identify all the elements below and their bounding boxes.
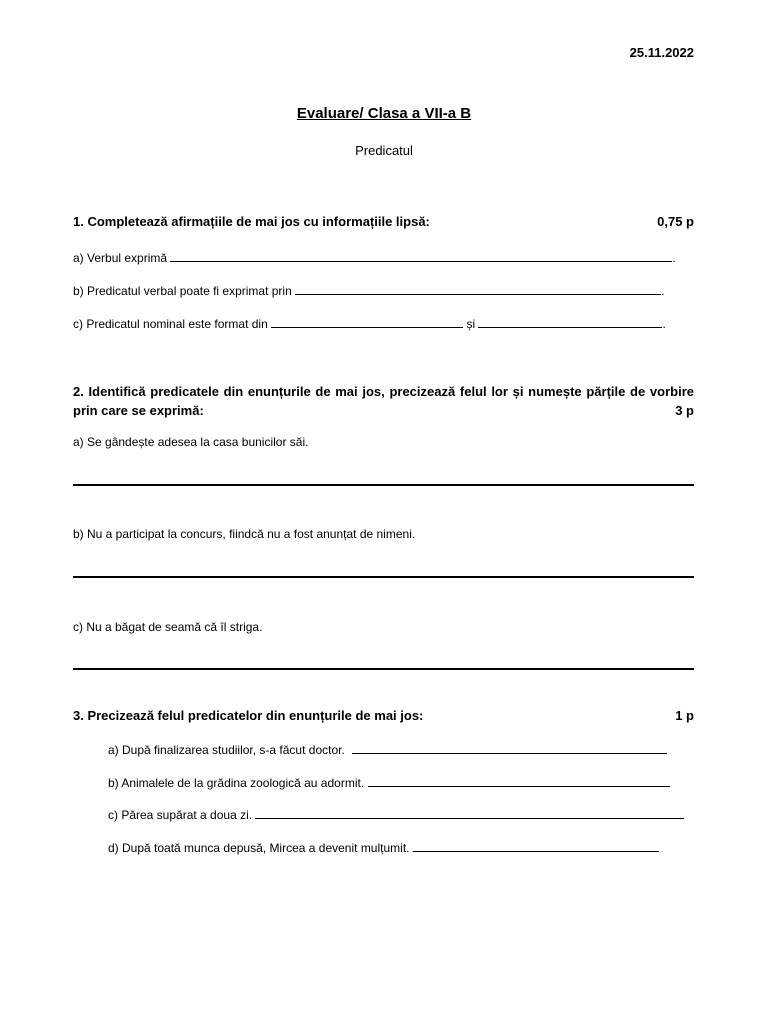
q1-item-c-blank-1[interactable] [271,315,463,328]
page-subtitle: Predicatul [355,143,413,158]
q2-prompt-block [73,382,694,420]
q1-item-a-end: . [672,251,676,265]
q3-item-d-text: d) După toată munca depusă, Mircea a devenit mulțumit. [108,841,410,855]
q1-item-c-end: . [662,317,666,331]
page-title: Evaluare/ Clasa a VII-a B [296,105,472,122]
q2-points: 3 p [675,403,694,418]
q3-points: 1 p [675,708,694,723]
q1-item-c [73,315,666,331]
q2-answer-line-c[interactable] [73,668,694,670]
q1-item-c-text: c) Predicatul nominal este format din [73,317,268,331]
q3-item-b-text: b) Animalele de la grădina zoologică au adormit. [108,776,365,790]
q3-item-b-blank[interactable] [368,774,670,787]
q1-prompt: 1. Completează afirmațiile de mai jos cu informațiile lipsă: [73,214,430,229]
q1-item-c-mid: și [466,317,476,331]
q3-item-d [108,839,659,855]
q3-item-c [108,806,684,822]
q3-item-a-blank[interactable] [352,741,667,754]
date: 25.11.2022 [629,45,694,60]
q2-prompt: 2. Identifică predicatele din enunțurile de mai jos, precizează felul lor și numește părțile de vorbire prin care se exprimă: [73,384,694,418]
q3-item-c-blank[interactable] [255,806,684,819]
q2-item-c: c) Nu a băgat de seamă că îl striga. [73,620,263,634]
q1-item-b-blank[interactable] [295,282,661,295]
q3-item-a [108,741,667,757]
q3-item-b [108,774,670,790]
q1-item-b-text: b) Predicatul verbal poate fi exprimat prin [73,284,292,298]
q2-item-a: a) Se gândește adesea la casa bunicilor săi. [73,435,309,449]
q3-item-a-text: a) După finalizarea studiilor, s-a făcut doctor. [108,743,345,757]
q1-item-c-blank-2[interactable] [478,315,662,328]
q2-item-b: b) Nu a participat la concurs, fiindcă nu a fost anunțat de nimeni. [73,527,416,541]
q1-item-b-end: . [661,284,665,298]
q3-item-d-blank[interactable] [413,839,659,852]
q1-points: 0,75 p [657,214,694,229]
q2-answer-line-b[interactable] [73,576,694,578]
q3-item-c-text: c) Părea supărat a doua zi. [108,808,253,822]
q1-item-a-blank[interactable] [170,249,672,262]
q2-answer-line-a[interactable] [73,484,694,486]
q3-prompt: 3. Precizează felul predicatelor din enunțurile de mai jos: [73,708,424,723]
q1-item-b [73,282,664,298]
q1-item-a-text: a) Verbul exprimă [73,251,168,265]
q1-item-a [73,249,676,265]
